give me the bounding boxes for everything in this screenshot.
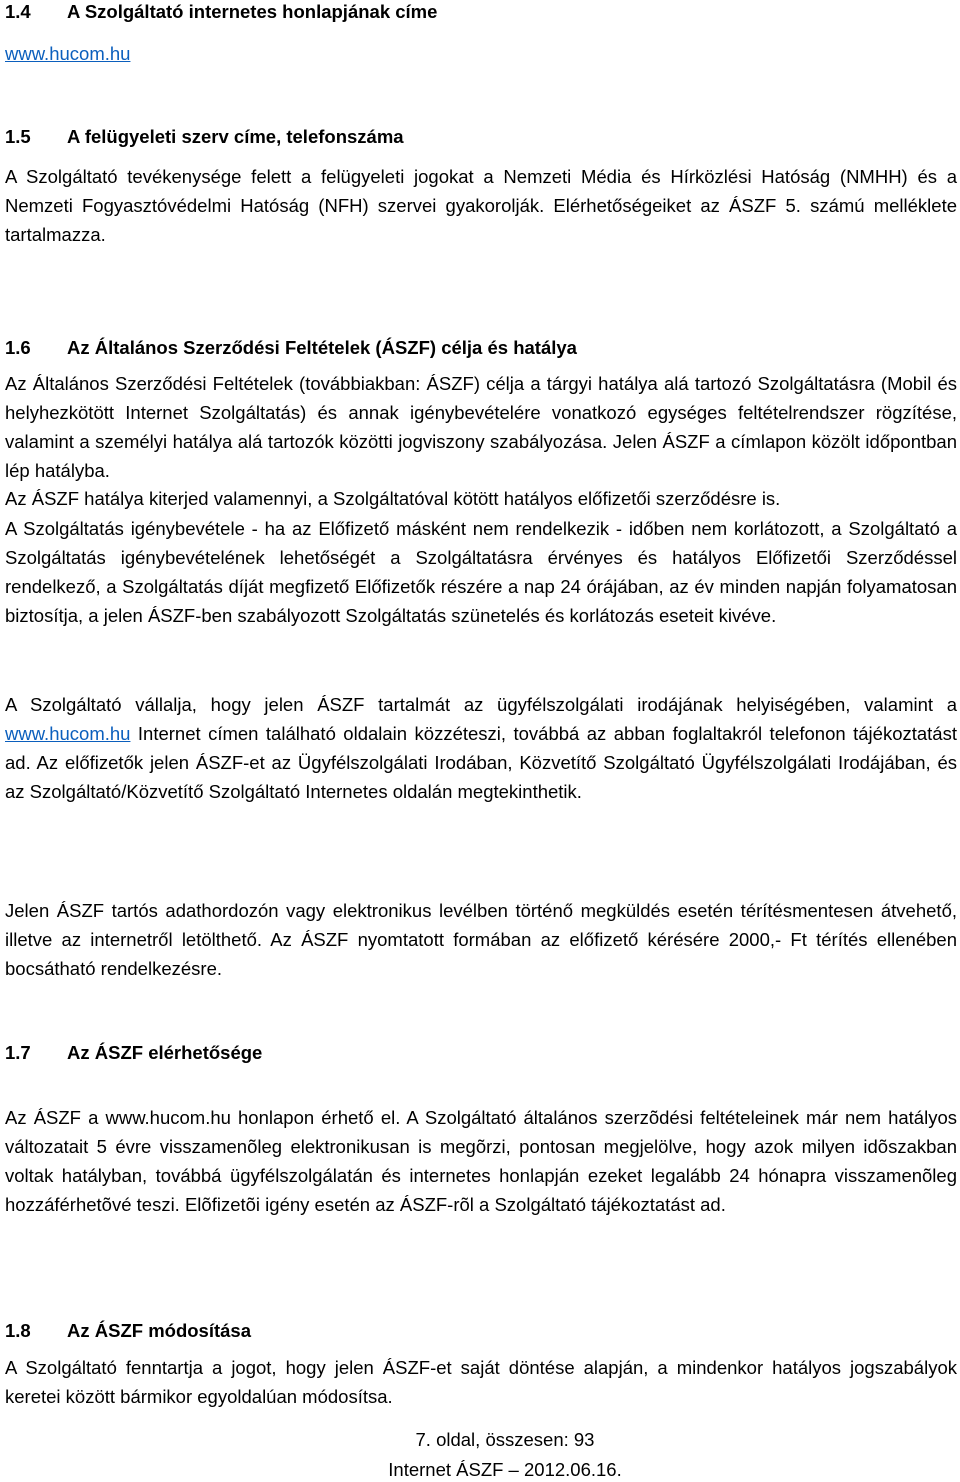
section-number: 1.4 <box>5 1 31 22</box>
paragraph-text: Internet címen található oldalain közzéteszi, továbbá az abban foglaltakról telefonon tájékoztatást ad. Az előfizetők jelen ÁSZF-et az Ügyfélszolgálati Irodában, Közvetítő Szolgáltató Ügyfélszolgálati Irodájában, és az Szolgáltató/Közvetítő Szolgáltató Internetes oldalán megtekinthetik. <box>5 723 957 802</box>
section-1-8-heading <box>5 1319 251 1343</box>
website-link[interactable]: www.hucom.hu <box>5 723 131 744</box>
section-1-6-paragraph-3: A Szolgáltatás igénybevétele - ha az Előfizető másként nem rendelkezik - időben nem korlátozott, a Szolgáltató a Szolgáltatás igénybevételének lehetőségét a Szolgáltatásra érvényes és hatályos Előfizetői Szerződéssel rendelkező, a Szolgáltatás díját megfizető Előfizetők részére a nap 24 órájában, az év minden napján folyamatosan biztosítja, a jelen ÁSZF-ben szabályozott Szolgáltatás szünetelés és korlátozás eseteit kivéve. <box>5 518 957 626</box>
section-title: Az ÁSZF elérhetősége <box>67 1042 263 1063</box>
section-number: 1.5 <box>5 126 31 147</box>
section-1-4-heading <box>5 0 437 24</box>
website-url[interactable] <box>5 42 130 66</box>
page-number: 7. oldal, összesen: 93 <box>415 1429 595 1450</box>
section-1-8-paragraph: A Szolgáltató fenntartja a jogot, hogy jelen ÁSZF-et saját döntése alapján, a mindenkor hatályos jogszabályok keretei között bármikor egyoldalúan módosítsa. <box>5 1357 957 1407</box>
section-title: Az ÁSZF módosítása <box>67 1320 251 1341</box>
website-link[interactable]: www.hucom.hu <box>5 43 131 64</box>
section-1-6-paragraph-2: Az ÁSZF hatálya kiterjed valamennyi, a Szolgáltatóval kötött hatályos előfizetői szerződésre is. <box>5 488 781 509</box>
document-version: Internet ÁSZF – 2012.06.16. <box>388 1459 622 1480</box>
paragraph-text: A Szolgáltató vállalja, hogy jelen ÁSZF tartalmát az ügyfélszolgálati irodájának helyiségében, valamint a <box>5 694 957 715</box>
section-number: 1.7 <box>5 1042 31 1063</box>
section-1-5-heading <box>5 125 404 149</box>
section-1-7-heading <box>5 1041 262 1065</box>
section-1-7-paragraph: Az ÁSZF a www.hucom.hu honlapon érhető el. A Szolgáltató általános szerzõdési feltételeinek már nem hatályos változatait 5 évre visszamenõleg elektronikusan is megõrzi, pontosan megjelölve, hogy azok milyen idõszakban voltak hatályban, továbbá ügyfélszolgálatán és internetes honlapján ezeket legalább 24 hónapra visszamenõleg hozzáférhetõvé teszi. Elõfizetõi igény esetén az ÁSZF-rõl a Szolgáltató tájékoztatást ad. <box>5 1107 957 1215</box>
section-title: Az Általános Szerződési Feltételek (ÁSZF) célja és hatálya <box>67 337 577 358</box>
section-1-5-paragraph: A Szolgáltató tevékenysége felett a felügyeleti jogokat a Nemzeti Média és Hírközlési Hatóság (NMHH) és a Nemzeti Fogyasztóvédelmi Hatóság (NFH) szervei gyakorolják. Elérhetőségeiket az ÁSZF 5. számú melléklete tartalmazza. <box>5 166 957 245</box>
section-number: 1.8 <box>5 1320 31 1341</box>
section-1-6-paragraph-5: Jelen ÁSZF tartós adathordozón vagy elektronikus levélben történő megküldés esetén térítésmentesen átvehető, illetve az internetről letölthető. Az ÁSZF nyomtatott formában az előfizető kérésére 2000,- Ft térítés ellenében bocsátható rendelkezésre. <box>5 900 957 979</box>
section-1-6-paragraph-4 <box>5 690 957 806</box>
section-1-6-paragraph-1: Az Általános Szerződési Feltételek (továbbiakban: ÁSZF) célja a tárgyi hatálya alá tartozó Szolgáltatásra (Mobil és helyhezkötött Internet Szolgáltatás) és annak igénybevételére vonatkozó egységes feltételrendszer rögzítése, valamint a személyi hatálya alá tartozók közötti jogviszony szabályozása. Jelen ÁSZF a címlapon közölt időpontban lép hatályba. <box>5 373 957 481</box>
section-number: 1.6 <box>5 337 31 358</box>
section-title: A felügyeleti szerv címe, telefonszáma <box>67 126 404 147</box>
section-1-6-heading <box>5 336 577 360</box>
section-title: A Szolgáltató internetes honlapjának címe <box>67 1 438 22</box>
